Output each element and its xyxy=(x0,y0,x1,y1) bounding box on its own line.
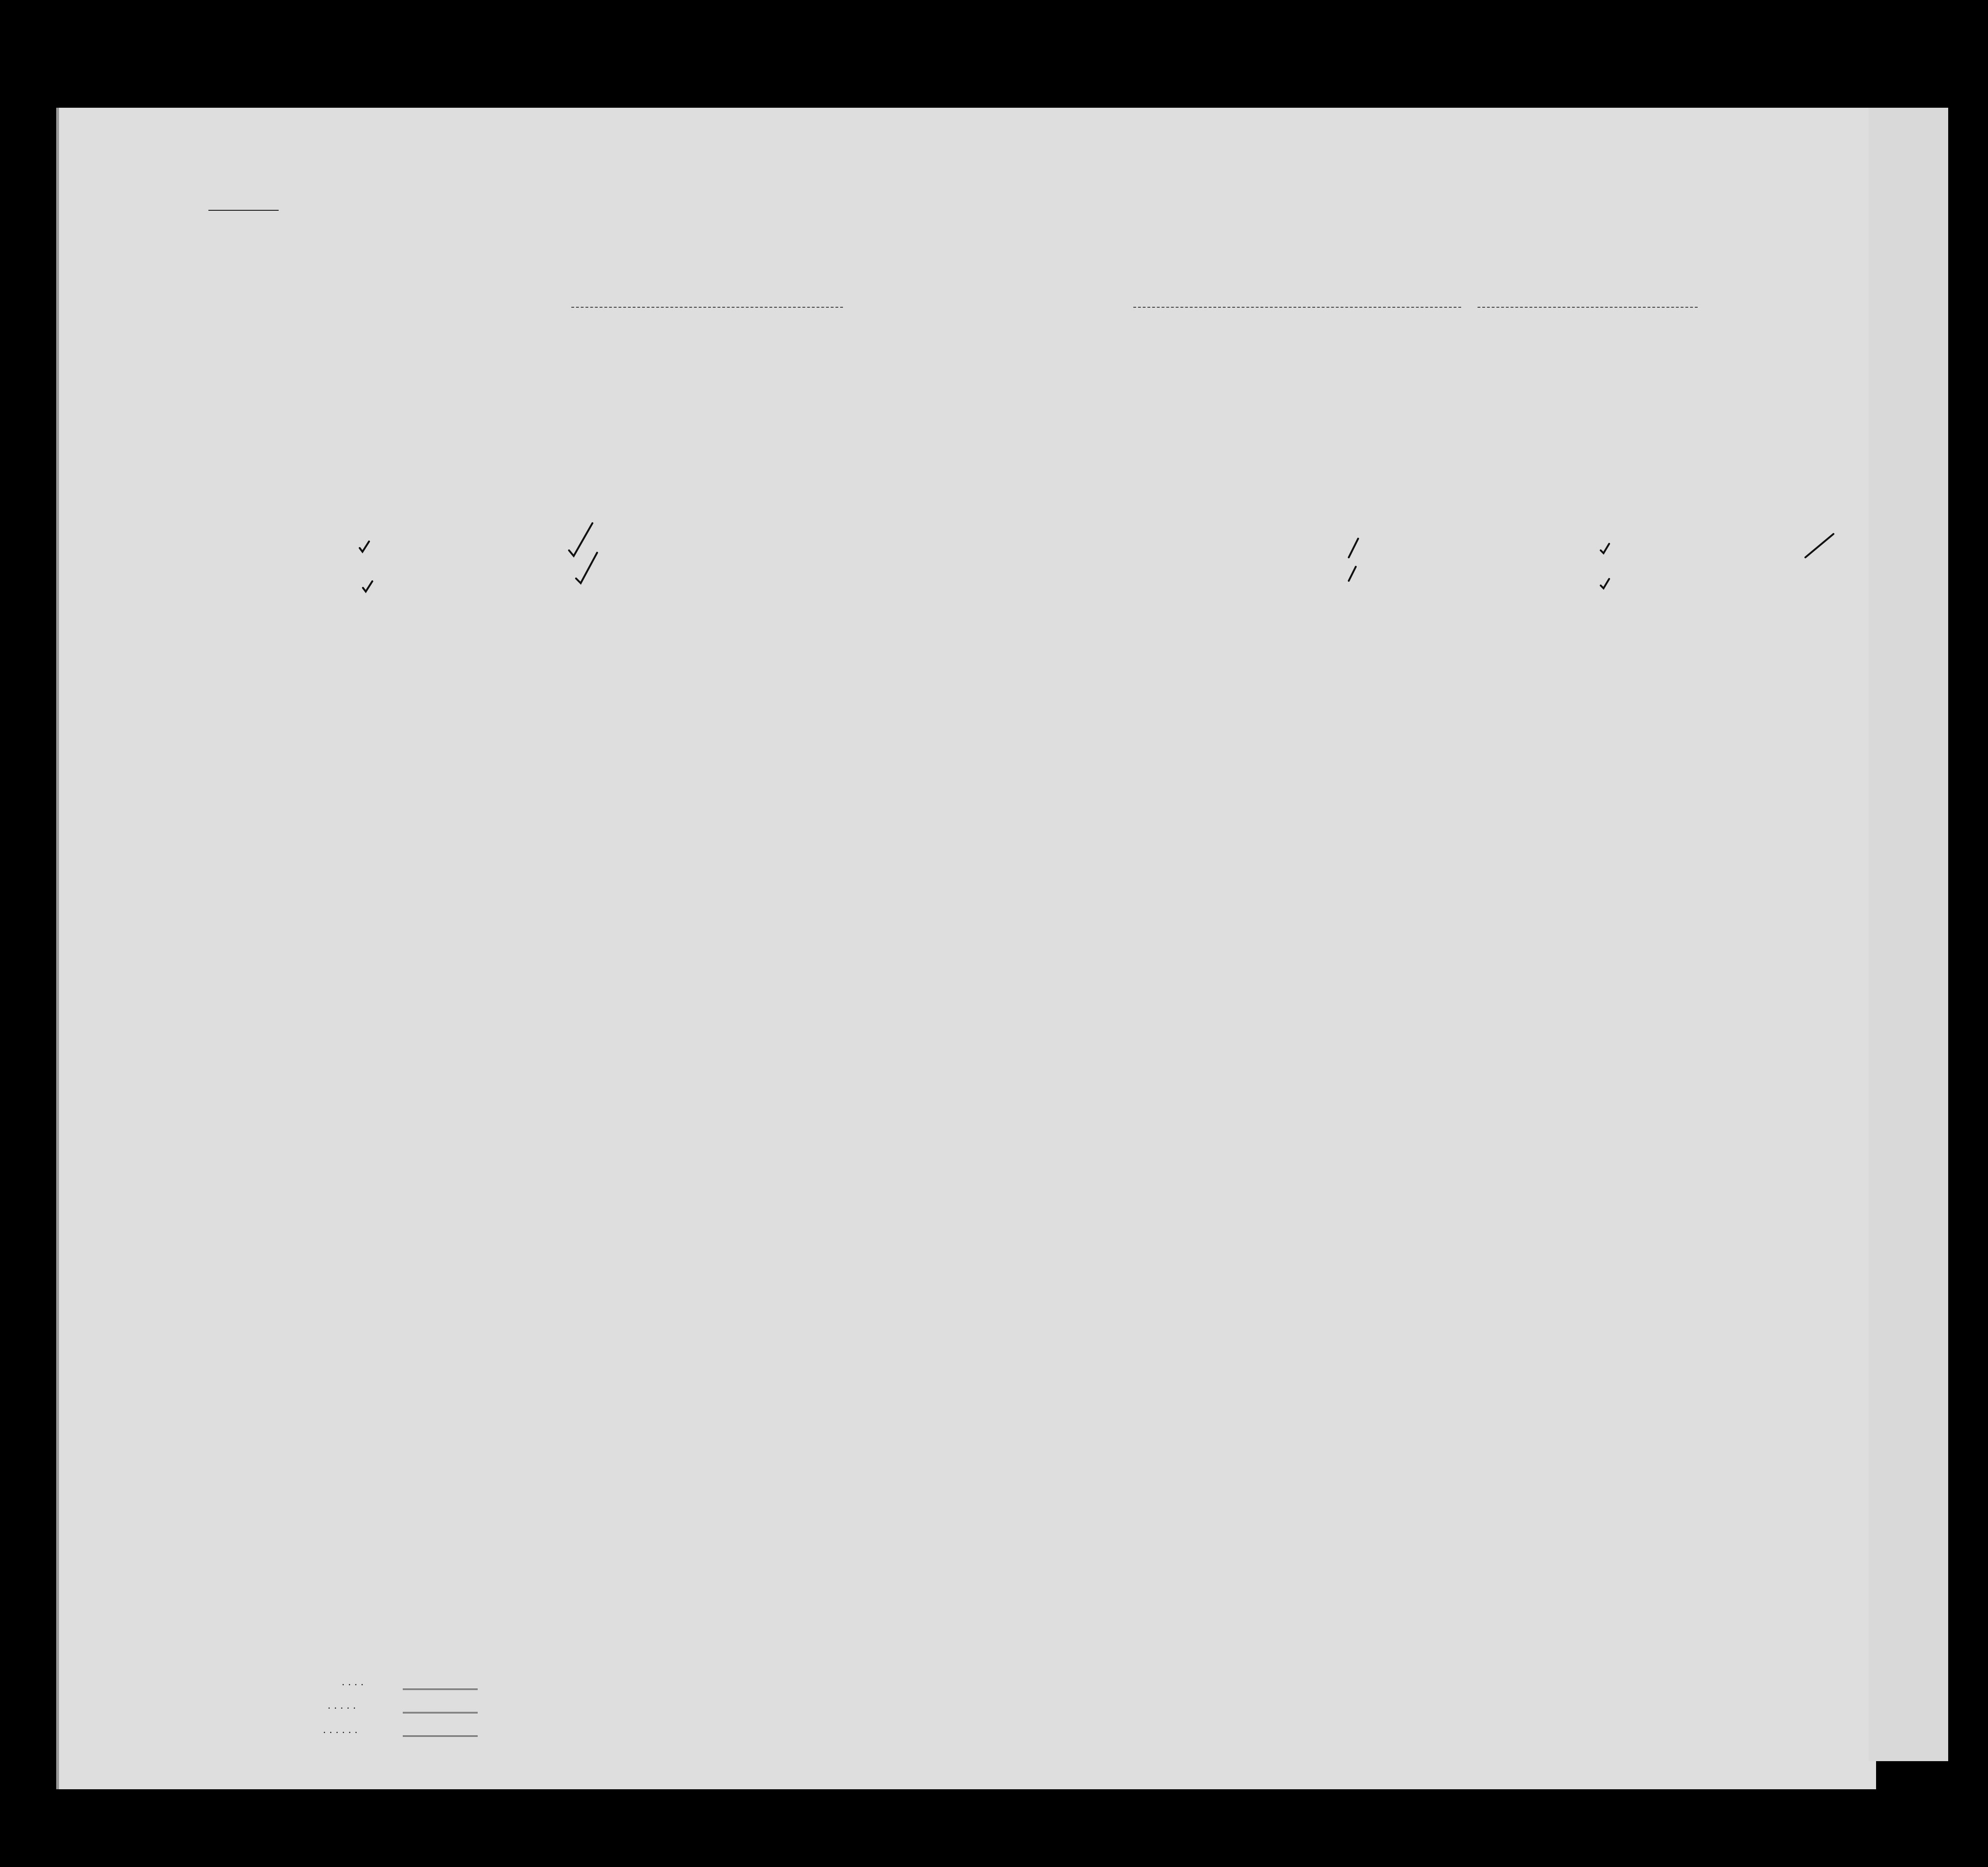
footer-dots-3: ...... xyxy=(323,1724,361,1735)
check-mark xyxy=(360,541,369,552)
check-mark xyxy=(363,581,372,592)
check-mark xyxy=(569,523,592,556)
footer-dots-2: ..... xyxy=(328,1699,360,1711)
check-mark xyxy=(1349,567,1356,581)
check-mark xyxy=(1805,534,1833,557)
check-mark xyxy=(1601,579,1609,588)
footer-dots-1: .... xyxy=(342,1676,367,1688)
footer-line-1 xyxy=(403,1689,478,1690)
check-mark xyxy=(576,553,597,583)
check-mark xyxy=(1601,544,1609,553)
check-mark xyxy=(1349,539,1358,557)
footer-line-3 xyxy=(403,1735,478,1737)
footer-line-2 xyxy=(403,1712,478,1713)
